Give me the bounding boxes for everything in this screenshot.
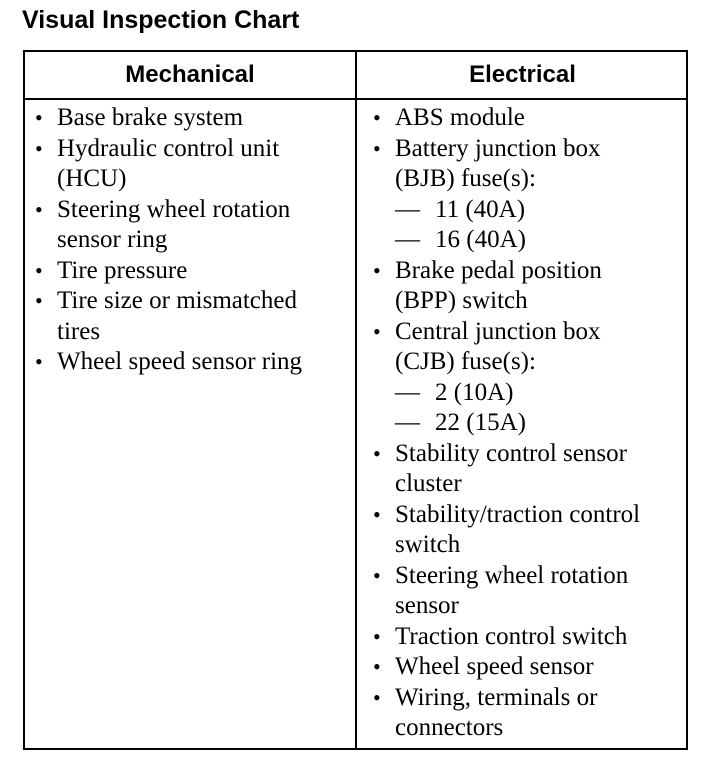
inspection-table [23,50,688,750]
dash-icon: — [395,378,420,406]
item-text: Steering wheel rotation [57,195,291,223]
bullet-icon: • [373,654,381,679]
list-item [31,286,353,347]
column-header-mechanical: Mechanical [125,61,255,88]
item-text: switch [395,531,461,558]
sub-item-text: 22 (15A) [435,409,526,436]
sub-item-text: 11 (40A) [435,195,526,223]
item-text: sensor [395,592,459,619]
item-text: sensor ring [57,226,168,253]
sub-item [395,408,687,439]
dash-icon: — [395,195,420,223]
list-item [31,134,353,195]
item-text: Brake pedal position [395,256,602,284]
bullet-icon: • [373,318,381,344]
page-title: Visual Inspection Chart [22,6,300,34]
item-text: Steering wheel rotation [395,561,629,589]
bullet-icon: • [373,257,381,283]
item-text: connectors [395,714,504,741]
column-header-electrical: Electrical [469,61,576,88]
list-item [31,347,353,378]
item-text: (CJB) fuse(s): [395,348,536,375]
bullet-icon: • [373,684,381,710]
list-item [369,561,687,622]
bullet-icon: • [35,288,43,313]
mechanical-column [31,103,353,378]
sub-item [395,195,687,226]
mechanical-list [31,103,353,378]
item-text: (BJB) fuse(s): [395,165,536,192]
bullet-icon: • [35,349,43,374]
item-text: Base brake system [57,104,244,131]
bullet-icon: • [373,623,381,649]
item-text: cluster [395,470,462,497]
item-text: Wheel speed sensor ring [57,348,303,375]
item-text: tires [57,317,101,345]
bullet-icon: • [35,257,43,283]
item-text: Hydraulic control unit [57,134,280,162]
item-text: Battery junction box [395,134,601,162]
item-text: Tire size or mismatched [57,287,298,314]
list-item [31,256,353,287]
item-text: Wiring, terminals or [395,683,598,711]
dash-icon: — [395,409,420,436]
bullet-icon: • [373,562,381,588]
sub-item-text: 16 (40A) [435,226,526,253]
electrical-column [369,103,687,744]
item-text: Tire pressure [57,256,188,284]
item-text: (HCU) [57,165,127,192]
list-item [369,652,687,683]
list-item [31,195,353,256]
list-item [369,683,687,744]
electrical-list [369,103,687,744]
item-text: ABS module [395,104,525,131]
bullet-icon: • [373,501,381,527]
item-text: Wheel speed sensor [395,653,594,680]
list-item [369,134,687,256]
list-item [369,439,687,500]
sub-item [395,378,687,409]
list-item [369,103,687,134]
column-divider [355,52,357,748]
bullet-icon: • [373,105,381,130]
bullet-icon: • [373,135,381,161]
sub-item [395,225,687,256]
item-text: Stability control sensor [395,439,627,467]
bullet-icon: • [373,440,381,466]
bullet-icon: • [35,196,43,222]
list-item [369,256,687,317]
dash-icon: — [395,226,420,253]
list-item [369,317,687,439]
bullet-icon: • [35,105,43,130]
list-item [31,103,353,134]
item-text: (BPP) switch [395,287,528,314]
sub-item-text: 2 (10A) [435,378,514,406]
item-text: Central junction box [395,317,601,345]
bullet-icon: • [35,135,43,161]
list-item [369,622,687,653]
item-text: Traction control switch [395,622,628,650]
list-item [369,500,687,561]
item-text: Stability/traction control [395,500,641,528]
